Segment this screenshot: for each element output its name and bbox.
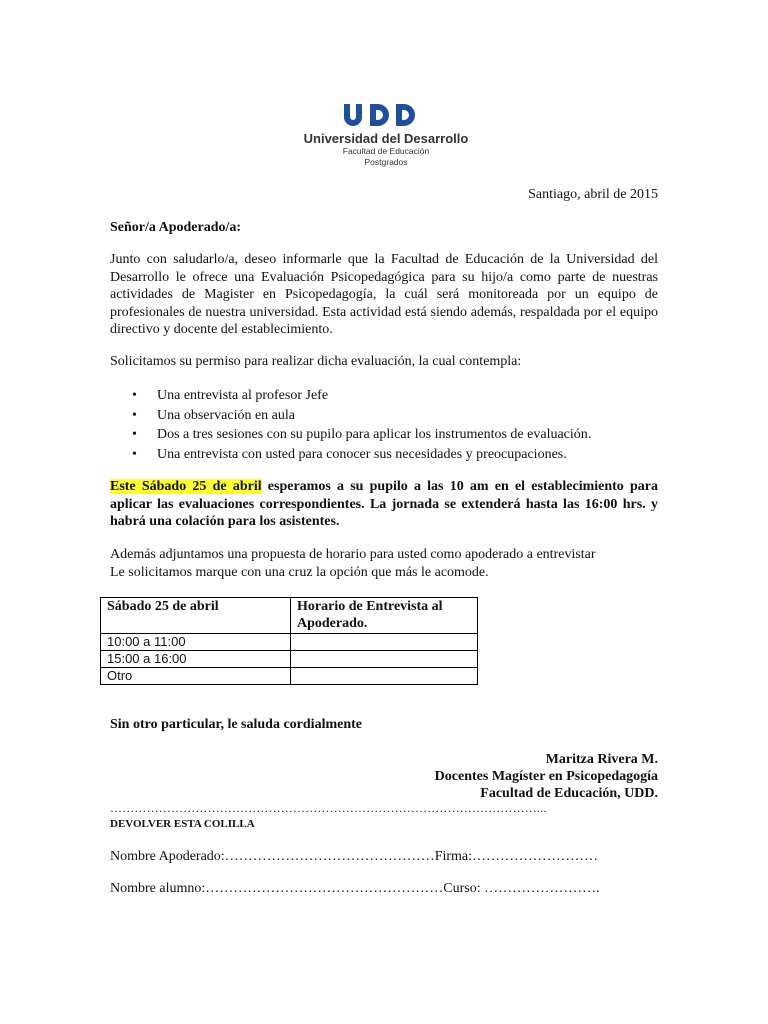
list-item: • Una entrevista al profesor Jefe <box>132 386 662 406</box>
guardian-name-field[interactable]: ……………………………………… <box>224 849 435 864</box>
table-row <box>101 634 478 651</box>
schedule-paragraph <box>110 546 658 581</box>
guardian-signature-row <box>110 849 598 865</box>
table-header-date: Sábado 25 de abril <box>101 598 291 634</box>
signature-name: Maritza Rivera M. <box>545 752 658 767</box>
schedule-line-1: Además adjuntamos una propuesta de horario para usted como apoderado a entrevistar <box>110 547 596 562</box>
course-field[interactable]: ……………………. <box>484 881 600 896</box>
table-header-schedule: Horario de Entrevista al Apoderado. <box>291 598 478 634</box>
signature-faculty: Facultad de Educación, UDD. <box>480 786 658 801</box>
list-item: • Dos a tres sesiones con su pupilo para aplicar los instrumentos de evaluación. <box>132 425 662 445</box>
salutation: Señor/a Apoderado/a: <box>110 220 242 235</box>
logo-university-name: Universidad del Desarrollo <box>303 131 469 146</box>
logo-program: Postgrados <box>364 157 408 167</box>
signature-field[interactable]: ……………………… <box>472 849 599 864</box>
table-cell-mark[interactable] <box>291 634 478 651</box>
udd-logo <box>284 90 488 186</box>
permission-paragraph: Solicitamos su permiso para realizar dicha evaluación, la cual contempla: <box>110 354 522 369</box>
table-header-row <box>101 598 478 634</box>
table-row <box>101 668 478 685</box>
student-course-row <box>110 881 600 897</box>
student-name-label: Nombre alumno: <box>110 881 206 896</box>
cut-line: ……………………………………………………………………………………………... <box>110 801 547 815</box>
student-name-field[interactable]: …………………………………………… <box>205 881 444 896</box>
evaluation-items-list <box>132 386 662 464</box>
schedule-table <box>100 597 478 685</box>
udd-logo-mark <box>340 102 432 128</box>
notice-highlight: Este Sábado 25 de abril <box>110 479 262 494</box>
return-slip-label: DEVOLVER ESTA COLILLA <box>110 818 255 830</box>
table-cell-mark[interactable] <box>291 651 478 668</box>
saturday-notice <box>110 478 658 531</box>
table-cell-time: 15:00 a 16:00 <box>101 651 291 668</box>
schedule-line-2: Le solicitamos marque con una cruz la opción que más le acomode. <box>110 564 489 580</box>
notice-text: esperamos a su pupilo a las 10 am en el establecimiento para aplicar las evaluaciones correspondientes. La jornada se extenderá hasta las 16:00 hrs. y habrá una colación para los asistentes. <box>110 479 658 529</box>
list-item: • Una observación en aula <box>132 406 662 426</box>
table-cell-mark[interactable] <box>291 668 478 685</box>
signature-label: Firma: <box>434 849 473 864</box>
table-cell-time: 10:00 a 11:00 <box>101 634 291 651</box>
intro-paragraph: Junto con saludarlo/a, deseo informarle que la Facultad de Educación de la Universidad del Desarrollo le ofrece una Evaluación Psicopedagógica para su hijo/a como parte de nuestras actividades de Magister en Psicopedagogía, la cuál será monitoreada por un equipo de profesionales de nuestra universidad. Esta actividad está siendo además, respaldada por el equipo directivo y docente del establecimiento. <box>110 252 658 337</box>
letter-date: Santiago, abril de 2015 <box>528 187 658 202</box>
list-item: • Una entrevista con usted para conocer sus necesidades y preocupaciones. <box>132 445 662 465</box>
signature-title: Docentes Magíster en Psicopedagogía <box>434 769 658 784</box>
course-label: Curso: <box>443 881 485 896</box>
logo-faculty: Facultad de Educación <box>342 146 430 156</box>
closing-line: Sin otro particular, le saluda cordialmente <box>110 717 362 732</box>
table-row <box>101 651 478 668</box>
table-cell-time: Otro <box>101 668 291 685</box>
guardian-name-label: Nombre Apoderado: <box>110 849 225 864</box>
